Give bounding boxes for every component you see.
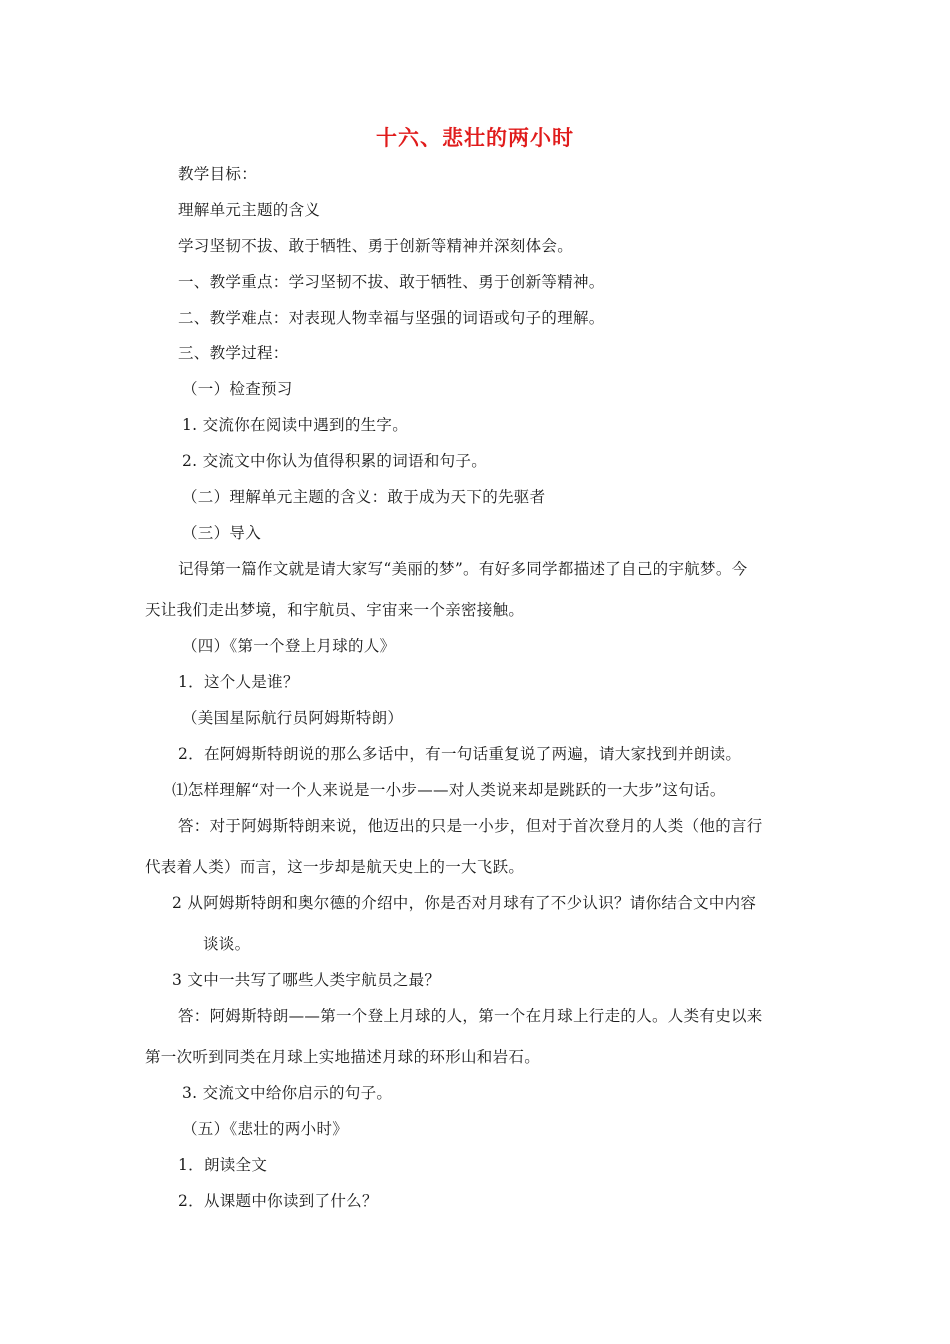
text-line: 3. 交流文中给你启示的句子。 [182, 1084, 393, 1102]
text-line: （四）《第一个登上月球的人》 [182, 637, 396, 655]
text-line: 1．朗读全文 [178, 1156, 268, 1174]
text-line: 2. 交流文中你认为值得积累的词语和句子。 [182, 452, 488, 470]
text-line: 三、教学过程： [178, 344, 289, 362]
text-line: 教学目标： [178, 165, 258, 183]
text-line: 2．在阿姆斯特朗说的那么多话中，有一句话重复说了两遍，请大家找到并朗读。 [178, 745, 742, 763]
text-line: 学习坚韧不拔、敢于牺牲、勇于创新等精神并深刻体会。 [178, 237, 574, 255]
text-line: ⑴怎样理解“对一个人来说是一小步——对人类说来却是跳跃的一大步”这句话。 [172, 781, 726, 799]
document-title: 十六、悲壮的两小时 [376, 126, 574, 150]
text-line: 天让我们走出梦境，和宇航员、宇宙来一个亲密接触。 [145, 601, 525, 619]
text-line: 谈谈。 [203, 935, 251, 953]
text-line: 第一次听到同类在月球上实地描述月球的环形山和岩石。 [145, 1048, 541, 1066]
text-line: （三）导入 [182, 524, 262, 542]
text-line: 二、教学难点：对表现人物幸福与坚强的词语或句子的理解。 [178, 309, 605, 327]
text-line: 1．这个人是谁？ [178, 673, 299, 691]
text-line: 答：对于阿姆斯特朗来说，他迈出的只是一小步，但对于首次登月的人类（他的言行 [178, 817, 763, 835]
text-line: 理解单元主题的含义 [178, 201, 321, 219]
text-line: （美国星际航行员阿姆斯特朗） [182, 709, 404, 727]
text-line: 3 文中一共写了哪些人类宇航员之最？ [172, 971, 441, 989]
text-line: （五）《悲壮的两小时》 [182, 1120, 349, 1138]
text-line: （一）检查预习 [182, 380, 293, 398]
text-line: 2．从课题中你读到了什么？ [178, 1192, 378, 1210]
text-line: 记得第一篇作文就是请大家写“美丽的梦”。有好多同学都描述了自己的宇航梦。今 [178, 560, 748, 578]
text-line: 答：阿姆斯特朗——第一个登上月球的人，第一个在月球上行走的人。人类有史以来 [178, 1007, 763, 1025]
text-line: 代表着人类）而言，这一步却是航天史上的一大飞跃。 [145, 858, 525, 876]
text-line: 一、教学重点：学习坚韧不拔、敢于牺牲、勇于创新等精神。 [178, 273, 605, 291]
text-line: 2 从阿姆斯特朗和奥尔德的介绍中，你是否对月球有了不少认识？请你结合文中内容 [172, 894, 757, 912]
text-line: 1. 交流你在阅读中遇到的生字。 [182, 416, 409, 434]
text-line: （二）理解单元主题的含义：敢于成为天下的先驱者 [182, 488, 546, 506]
